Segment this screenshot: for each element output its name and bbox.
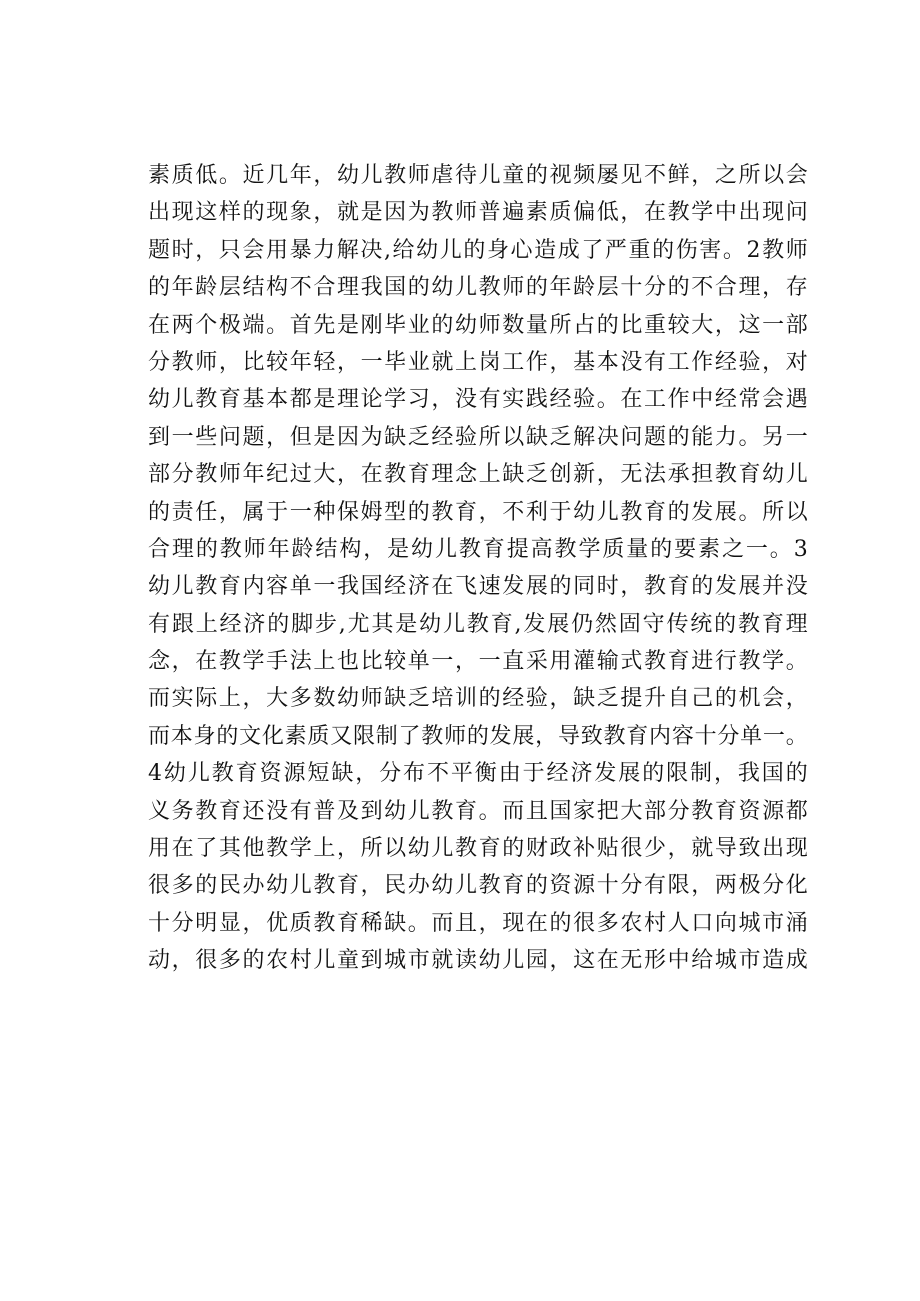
text-line: 而本身的文化素质又限制了教师的发展，导致教育内容十分单一。 [148,723,808,749]
text-line: 合理的教师年龄结构，是幼儿教育提高教学质量的要素之一。3 [148,536,808,562]
text-line: 念，在教学手法上也比较单一，一直采用灌输式教育进行教学。 [148,649,808,675]
text-line: 出现这样的现象，就是因为教师普遍素质偏低，在教学中出现问 [148,200,808,226]
text-line: 而实际上，大多数幼师缺乏培训的经验，缺乏提升自己的机会， [148,686,808,712]
text-line: 在两个极端。首先是刚毕业的幼师数量所占的比重较大，这一部 [148,312,808,338]
text-line: 幼儿教育基本都是理论学习，没有实践经验。在工作中经常会遇 [148,387,808,413]
text-line: 分教师，比较年轻，一毕业就上岗工作，基本没有工作经验，对 [148,349,808,375]
text-line: 4幼儿教育资源短缺，分布不平衡由于经济发展的限制，我国的 [148,761,808,787]
text-line: 有跟上经济的脚步,尤其是幼儿教育,发展仍然固守传统的教育理 [148,611,808,637]
text-line: 素质低。近几年，幼儿教师虐待儿童的视频屡见不鲜，之所以会 [148,163,808,188]
text-line: 幼儿教育内容单一我国经济在飞速发展的同时，教育的发展并没 [148,574,808,600]
text-line: 很多的民办幼儿教育，民办幼儿教育的资源十分有限，两极分化 [148,873,808,899]
body-text [148,157,808,980]
text-line: 到一些问题，但是因为缺乏经验所以缺乏解决问题的能力。另一 [148,424,808,450]
text-line: 用在了其他教学上，所以幼儿教育的财政补贴很少，就导致出现 [148,836,808,862]
text-line: 的责任，属于一种保姆型的教育，不利于幼儿教育的发展。所以 [148,499,808,525]
text-line: 十分明显，优质教育稀缺。而且，现在的很多农村人口向城市涌 [148,910,808,936]
text-line: 题时，只会用暴力解决,给幼儿的身心造成了严重的伤害。2教师 [148,237,808,263]
text-line: 动，很多的农村儿童到城市就读幼儿园，这在无形中给城市造成 [148,948,808,974]
text-line: 部分教师年纪过大，在教育理念上缺乏创新，无法承担教育幼儿 [148,462,808,488]
text-line: 的年龄层结构不合理我国的幼儿教师的年龄层十分的不合理，存 [148,275,808,301]
text-line: 义务教育还没有普及到幼儿教育。而且国家把大部分教育资源都 [148,798,808,824]
